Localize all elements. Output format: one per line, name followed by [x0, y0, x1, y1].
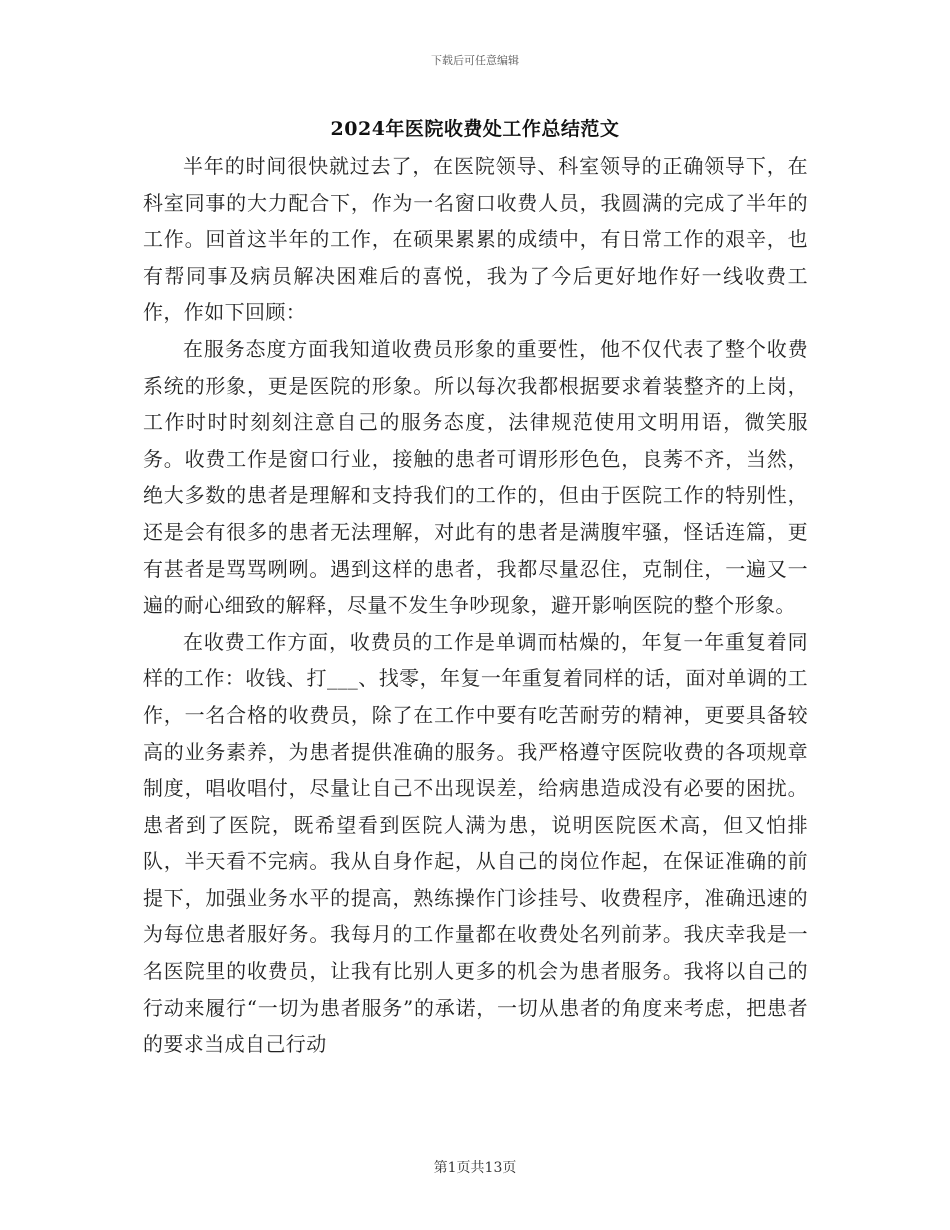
paragraph-fee-work: 在收费工作方面，收费员的工作是单调而枯燥的，年复一年重复着同样的工作：收钱、打___、找零，年复一年重复着同样的话，面对单调的工作，一名合格的收费员，除了在工作中要有吃苦耐劳的精神，更要具备较高的业务素养，为患者提供准确的服务。我严格遵守医院收费的各项规章制度，唱收唱付，尽量让自己不出现误差，给病患造成没有必要的困扰。患者到了医院，既希望看到医院人满为患，说明医院医术高，但又怕排队，半天看不完病。我从自身作起，从自己的岗位作起，在保证准确的前提下，加强业务水平的提高，熟练操作门诊挂号、收费程序，准确迅速的为每位患者服好务。我每月的工作量都在收费处名列前茅。我庆幸我是一名医院里的收费员，让我有比别人更多的机会为患者服务。我将以自己的行动来履行“一切为患者服务”的承诺，一切从患者的角度来考虑，把患者的要求当成自己行动: [143, 629, 808, 1057]
document-title: 2024年医院收费处工作总结范文: [330, 118, 620, 140]
paragraph-service-attitude: 在服务态度方面我知道收费员形象的重要性，他不仅代表了整个收费系统的形象，更是医院的形象。所以每次我都根据要求着装整齐的上岗，工作时时时刻刻注意自己的服务态度，法律规范使用文明用语，微笑服务。收费工作是窗口行业，接触的患者可谓形形色色，良莠不齐，当然，绝大多数的患者是理解和支持我们的工作的，但由于医院工作的特别性，还是会有很多的患者无法理解，对此有的患者是满腹牢骚，怪话连篇，更有甚者是骂骂咧咧。遇到这样的患者，我都尽量忍住，克制住，一遍又一遍的耐心细致的解释，尽量不发生争吵现象，避开影响医院的整个形象。: [143, 336, 808, 618]
page-number: 第1页共13页: [433, 1160, 517, 1176]
header-note: 下载后可任意编辑: [431, 54, 519, 67]
paragraph-intro: 半年的时间很快就过去了，在医院领导、科室领导的正确领导下，在科室同事的大力配合下，作为一名窗口收费人员，我圆满的完成了半年的工作。回首这半年的工作，在硕果累累的成绩中，有日常工作的艰辛，也有帮同事及病员解决困难后的喜悦，我为了今后更好地作好一线收费工作，作如下回顾：: [143, 154, 808, 325]
document-body: [143, 148, 808, 1063]
